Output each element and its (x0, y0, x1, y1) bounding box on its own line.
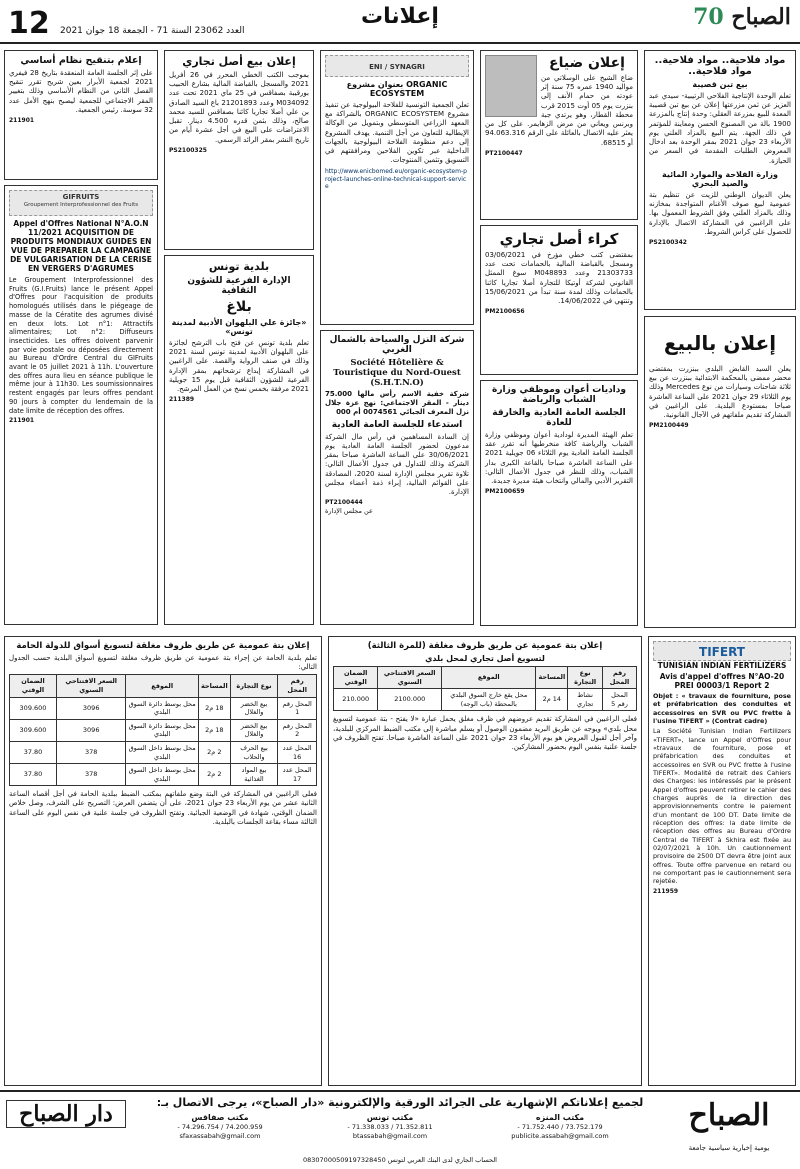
table-cell: 2100.000 (378, 689, 442, 711)
table-cell: نشاط تجاري (568, 689, 603, 711)
table-cell: 309.600 (10, 719, 57, 741)
tender-ad-shop (328, 636, 642, 1086)
table-cell: 378 (57, 764, 126, 786)
table-header-cell: نوع التجارة (568, 667, 603, 689)
table-header-cell: السعر الافتتاحي السنوي (378, 667, 442, 689)
ad-subtitle-farm: بيع تبن قصيبة (692, 80, 748, 89)
table-cell: 3096 (57, 697, 126, 719)
table-cell: 37.80 (10, 741, 57, 763)
table-cell: المحل رقم 2 (278, 719, 317, 741)
gifruits-logo-name: GIFRUITS (62, 193, 100, 201)
table-cell: 37.80 (10, 764, 57, 786)
table-cell: بيع المواد الغذائية (230, 764, 278, 786)
tender-sub-hamma: تعلم بلدية الحامة عن إجراء بتة عمومية عن طريق ظروف مغلقة لتسويغ أسواق البلدية حسب الجدول التالي: (9, 654, 317, 672)
col-left-mid (164, 50, 314, 630)
ad-title-lease: كراء أصل تجاري (499, 230, 619, 248)
table-cell: 18 م2 (198, 719, 230, 741)
footer-logo-dar: دار الصباح (6, 1100, 126, 1128)
ad-prize-title: «جائزة علي البلهوان الأدبية لمدينة تونس» (171, 318, 307, 336)
table-header-cell: السعر الافتتاحي السنوي (57, 675, 126, 697)
ad-subtitle-amicale: الجلسة العامة العادية والخارقة للعادة (492, 408, 626, 428)
col-mid-right (480, 50, 638, 630)
tifert-ad (648, 636, 796, 1086)
ad-ref: PM2100449 (649, 422, 689, 430)
ad-ref: 211901 (9, 417, 35, 425)
table-cell: بيع الخضر والغلال (230, 719, 278, 741)
footer-tagline: يومية إخبارية سياسية جامعة (688, 1144, 770, 1152)
office-contact: 71.352.811 / 71.338.033 - btassabah@gmail.com (347, 1123, 433, 1141)
office-menzah (480, 1112, 640, 1141)
ad-body-sale: يعلن السيد القابض البلدي ببنزرت بمقتضى محضر ممضى بالمحكمة الابتدائية ببنزرت عن بيع ثلاثة شاحنات وسيارات من نوع Mercedes وذلك يوم الثلاثاء 29 جوان 2021 على الساعة العاشرة صباحا بمستودع البلدية. على الراغبين في المشاركة تقديم ملفاتهم في الآجال القانونية. (649, 365, 792, 420)
ad-title-sale-business: إعلان بيع أصل تجاري (182, 55, 296, 68)
table-cell: 2 م2 (198, 764, 230, 786)
ad-ref: PS2100325 (169, 146, 207, 154)
table-row (10, 719, 317, 741)
table-cell: 309.600 (10, 697, 57, 719)
tender-table-shop (333, 666, 637, 711)
table-cell: 18 م2 (198, 697, 230, 719)
gifruits-logo-sub: Groupement Interprofessionnel des Fruits (23, 202, 139, 209)
table-cell: محل بوسط داخل السوق البلدي (126, 741, 199, 763)
ad-body-amicale: تعلم الهيئة المديرة لودادية أعوان وموظفي وزارة الشباب والرياضة كافة منخرطيها أنه تقرر عقد الجلسة العامة العادية يوم الثلاثاء 06 جويلية 2021 على الساعة العاشرة صباحا بالقاعة الكبرى بدار الشباب، وذلك للنظر في جدول الأعمال التالي: التقرير الأدبي والمالي وانتخاب هيئة مديرة جديدة. (485, 431, 634, 486)
ad-body-hotel: إن السادة المساهمين في رأس مال الشركة مدعوون لحضور الجلسة العامة العادية يوم 30/06/2021 على الساعة العاشرة صباحا بمقر الشركة وذلك للتداول في جدول الأعمال التالي: تلاوة تقرير مجلس الإدارة لسنة 2020، المصادقة على القوائم المالية، إبراء ذمة أعضاء مجلس الإدارة. (325, 432, 470, 497)
ad-body-prize: تعلم بلدية تونس عن فتح باب الترشح لجائزة علي البلهوان الأدبية لمدينة تونس لسنة 2021 وذلك في صنف الرواية والقصة. على الراغبين في المشاركة إيداع ترشحاتهم بمقر الإدارة الفرعية للشؤون الثقافية قبل يوم 15 جويلية 2021 مرفقة بخمس نسخ من العمل المرشح. (169, 339, 309, 394)
tender-body-hamma: فعلى الراغبين في المشاركة في البتة وضع ملفاتهم بمكتب الضبط ببلدية الحامة في أجل أقصاه الساعة الثانية عشر من يوم الأربعاء 23 جوان 2021، على أن يتضمن العرض: التصريح على الشرف، وصل خلاص الضمان الوقتي، شهادة في الوضعية الجبائية. وتفتح الظروف في جلسة علنية في نفس اليوم على الساعة الثالثة مساء بقاعة الجلسات بالبلدية. (9, 790, 317, 826)
ad-title-statute: إعلام بتنقيح نظام أساسي (20, 55, 142, 66)
table-cell: بيع الحرف والحلاب (230, 741, 278, 763)
ad-subtitle-culture: الإدارة الفرعية للشؤون الثقافية (187, 276, 291, 296)
table-cell: المحل رقم 1 (278, 697, 317, 719)
office-contact: 73.752.179 / 71.752.440 - publicite.assabah@gmail.com (511, 1123, 609, 1141)
table-header-cell: المساحة (198, 675, 230, 697)
ad-ref: 211959 (653, 887, 679, 895)
ad-notice-label: بلاغ (226, 299, 252, 315)
newspaper-logo (688, 4, 796, 38)
ad-title-hotel: شركة النزل والسياحة بالشمال الغربي (329, 335, 465, 355)
table-header-cell: رقم المحل (278, 675, 317, 697)
table-header-cell: الضمان الوقتي (10, 675, 57, 697)
logo-text: الصباح (731, 4, 791, 30)
table-cell: 14 م2 (536, 689, 568, 711)
ad-ref: 211389 (169, 396, 195, 404)
table-row (334, 689, 637, 711)
hotel-info: شركة خفية الاسم رأس مالها 75.000 دينار - المقر الاجتماعي: نهج عزة جلال نزل المعرف الجبائي 0074561 أم 000 (325, 390, 469, 417)
hotel-name-fr: Société Hôtelière & Touristique du Nord-Ouest (S.H.T.N.O) (333, 358, 461, 388)
tifert-company: TUNISIAN INDIAN FERTILIZERS (657, 661, 787, 670)
tender-table-hamma (9, 674, 317, 786)
ad-title-amicale: وداديات أعوان وموظفي وزارة الشباب والرياضة (492, 385, 626, 405)
table-header-cell: الموقع (442, 667, 536, 689)
ad-ref: PM2100659 (485, 488, 525, 496)
tifert-logo: TIFERT (653, 641, 791, 661)
ad-ref: PS2100342 (649, 239, 687, 247)
footer-logo: الصباح (688, 1098, 770, 1133)
table-cell: 2 م2 (198, 741, 230, 763)
table-cell: محل يقع خارج السوق البلدي بالمحطة (باب الوجه) (442, 689, 536, 711)
tender-body-shop: فعلى الراغبين في المشاركة تقديم عروضهم في ظرف مغلق يحمل عبارة «لا يفتح - بتة عمومية لتسويغ محل بلدي» ويوجه عن طريق البريد مضمون الوصول أو يسلم مباشرة إلى مكتب الضبط المركزي للبلدية، وآخر أجل لقبول العروض هو يوم الأربعاء 23 جوان 2021 على الساعة العاشرة صباحا. تفتح الظروف في جلسة علنية بنفس اليوم بحضور المشاركين. (333, 715, 637, 752)
table-header-cell: المساحة (536, 667, 568, 689)
tifert-body: La Société Tunisian Indian Fertilizers «TIFERT», lance un Appel d'Offres pour «travaux de fourniture, pose et préfabrication des conduites et accessoires en SVR ou PVC frette à l'usine TIFERT». Modalité de retrait des Cahiers des Charges: les intéressés par le présent Appel d'offres peuvent retirer le cahier des charges auprès de la direction des approvisionnements contre le paiement d'un montant de 100 DT. Date limite de réception des offres: la date limite de réception des offres au Bureau d'Ordre Central de TIFERT à Skhira est fixée au 02/07/2021 à 10h. Un cautionnement provisoire de 2500 DT devra être joint aux offres. Toute offre parvenue en retard ou ne comportant pas le cautionnement sera rejetée. (653, 727, 791, 886)
page-footer (0, 1090, 800, 1169)
ad-title-organic: بعنوان مشروع ORGANIC ECOSYSTEM (346, 80, 448, 98)
gifruits-logo (9, 190, 153, 216)
page-number: 12 (8, 6, 50, 41)
office-contact: 74.200.959 / 74.296.754 - sfaxassabah@gmail.com (177, 1123, 263, 1141)
page-header (0, 0, 800, 44)
table-header-cell: الموقع (126, 675, 199, 697)
issue-line: العدد 23062 السنة 71 - الجمعة 18 جوان 2021 (60, 26, 245, 36)
table-cell: بيع الخضر والغلال (230, 697, 278, 719)
ad-body-farm: تعلم الوحدة الإنتاجية الفلاحي الرتيبية- سيدي عبد العزيز عن ثمن مزرعتها إعلان عن بيع تبن قصيبة المعدة للبيع بمزرعة العقلي: وحدة إنتاج بالمزرعة 1900 بالة من المصنوع الحسن ومعاينة للمؤتمر في ذلك الجهة. يتم البيع بالمزاد العلني يوم الأربعاء 23 جوان 2021 بمقر الوحدة بعد ادخال المعروض الطلبات المقدمة في السعر من الحيازة. (649, 92, 791, 165)
table-cell: 378 (57, 741, 126, 763)
table-header-cell: رقم المحل (603, 667, 637, 689)
ad-ref: PT2100444 (325, 499, 363, 507)
office-title: مكتب تونس (366, 1113, 414, 1122)
project-logos: ENI / SYNAGRI (325, 55, 469, 77)
ad-subtitle-hotel: استدعاء للجلسة العامة العادية (331, 419, 463, 430)
tender-sub-shop: لتسويغ أصل تجاري لمحل بلدي (425, 654, 545, 663)
office-title: مكتب صفاقس (191, 1113, 249, 1122)
table-cell: محل بوسط دائرة السوق البلدي (126, 719, 199, 741)
col-mid-left (320, 50, 474, 630)
col-left (4, 50, 158, 630)
footer-account: الحساب الجاري لدى البنك العربي لتونس 08307000509197328450 (303, 1156, 497, 1164)
table-row (10, 741, 317, 763)
footer-headline: لجميع إعلاناتكم الإشهارية على الجرائد الورقية والإلكترونية «دار الصباح»، يرجى الاتصال بـ: (156, 1096, 644, 1109)
ad-ref: 211901 (9, 117, 35, 125)
tender-title-hamma: إعلان بتة عمومية عن طريق ظروف مغلقة لتسويغ أسواق للدولة الحامة (16, 641, 310, 651)
table-header-cell: الضمان الوقتي (334, 667, 378, 689)
ad-body-ministry: يعلن الديوان الوطني للزيت عن تنظيم بتة عمومية لبيع صوف الأغنام المتواجدة بمخازنه وذلك بالمزاد العلني وفق الشروط المعمول بها. على الراغبين في المشاركة الاتصال بالإدارة للحصول على كراس الشروط. (649, 190, 791, 236)
tender-title-shop: إعلان بتة عمومية عن طريق ظروف مغلقة (للمرة الثالثة) (367, 641, 603, 651)
table-cell: محل بوسط دائرة السوق البلدي (126, 697, 199, 719)
ad-ref: PT2100447 (485, 149, 523, 157)
table-row (10, 697, 317, 719)
table-cell: 3096 (57, 719, 126, 741)
logo-years: 70 (693, 4, 724, 30)
tifert-object: Objet : « travaux de fourniture, pose et préfabrication des conduites et accessoires en SVR ou PVC frette à l'usine TIFERT » (Contrat cadre) (653, 692, 791, 725)
tender-ad-hamma (4, 636, 322, 1086)
table-header-cell: نوع التجارة (230, 675, 278, 697)
section-title: إعلانات (361, 4, 439, 29)
table-cell: المحل عدد 16 (278, 741, 317, 763)
ad-title-missing: إعلان ضياع (549, 55, 625, 71)
tender-title-fr: Appel d'Offres National N°A.O.N 11/2021 ACQUISITION DE PRODUITS MONDIAUX GUIDES EN VUE DE PREPARER LA CAMPAGNE DE VULGARISATION DE LA CERISE EN VERGERS D'AGRUMES (10, 219, 152, 273)
ad-title-sale: إعلان بالبيع (663, 331, 777, 355)
hotel-signature: عن مجلس الإدارة (325, 507, 373, 516)
office-tunis (310, 1112, 470, 1141)
ad-body-organic: تعلن الجمعية التونسية للفلاحة البيولوجية عن تنفيذ مشروع ORGANIC ECOSYSTEM بالشراكة مع المعهد الزراعي المتوسطي وبتمويل من الوكالة الإيطالية للتعاون من أجل التنمية. يهدف المشروع إلى دعم منظومة الفلاحة البيولوجية بالجهات الداخلية عبر تكوين الفلاحين ومرافقتهم في التسويق وتثمين المنتوجات. (325, 101, 469, 165)
ad-body-statute: على إثر الجلسة العامة المنعقدة بتاريخ 28 فيفري 2021 لجمعية الأبرار بعين شريح تقرر تنقيح الفصل الثاني من النظام الأساسي وذلك بتغيير المقر الاجتماعي للجمعية ليصبح بنهج الأمل عدد 32 سوسة. رئيس الجمعية. (9, 69, 153, 114)
ad-title-municipality: بلدية تونس (208, 260, 270, 273)
office-sfax (140, 1112, 300, 1141)
tifert-title: Avis d'appel d'offres N°AO-20 PREI 00003/1 Report 2 (659, 672, 785, 690)
ad-ref: PM2100656 (485, 308, 525, 316)
tender-body-fr: Le Groupement Interprofessionnel des Fruits (G.I.Fruits) lance le présent Appel d'Offres pour l'acquisition de produits homologués utilisés dans le piégeage de masse de la Cératite des agrumes divisé en deux lots. Lot n°1: Attractifs alimentaires; Lot n°2: Diffuseurs insecticides. Les offres doivent parvenir par voie postale ou déposées directement au Bureau d'Ordre Central du GIFruits avant le 05 juillet 2021 à 11h. L'ouverture des offres aura lieu en séance publique le même jour à 11h30. Les soumissionnaires restent engagés par leurs offres pendant 90 jours à compter du lendemain de la date limite de réception des offres. (9, 276, 153, 415)
table-cell: 210.000 (334, 689, 378, 711)
ad-title-ministry: وزارة الفلاحة والموارد المائية والصيد البحري (662, 169, 778, 188)
missing-person-photo (485, 55, 537, 117)
ad-body-missing: ضاع الشيخ على الوسلاتي من مواليد 1940 عمره 75 سنة إثر عودته من حمام الأنف إلى بنزرت يوم 05 أوت 2015 قرب محطة القطار، وهو يرتدي جبة وبرنس ويعاني من مرض الزهايمر. على كل من يعثر عليه الاتصال بالعائلة على الرقم 94.063.316 أو 68515. (485, 74, 633, 147)
table-row (10, 764, 317, 786)
ad-title-farm: مواد فلاحية.. مواد فلاحية.. مواد فلاحية.. (654, 55, 786, 77)
table-cell: المحل عدد 17 (278, 764, 317, 786)
ad-body-sale-business: بموجب الكتب الخطي المحرر في 26 أفريل 2021 والمسجل بالقباضة المالية بشارع الحبيب بورقيبة بصفاقس في 25 ماي 2021 تحت عدد M034092 وعدد 21201893 باع السيد الصادق بن علي أصلا تجاريا كائنا بصفاقس للسيد محمد صالح، وذلك بثمن قدره 4.500 دينار. تقبل الاعتراضات على البيع في أجل عشرة أيام من تاريخ النشر بمقر الرائد الرسمي. (169, 71, 310, 144)
ad-body-lease: بمقتضى كتب خطي مؤرخ في 03/06/2021 ومسجل بالقباضة المالية بالحمامات تحت عدد 21303733 وعدد M048893 سوغ الممثل القانوني لشركة أوتيكا للتجارة أصلا تجاريا كائنا بالحمامات وذلك لمدة سنة تبدأ من 15/06/2021 وتنتهي في 14/06/2022. (485, 251, 633, 306)
table-cell: محل بوسط داخل السوق البلدي (126, 764, 199, 786)
office-title: مكتب المنزه (535, 1113, 585, 1122)
table-cell: المحل رقم 5 (603, 689, 637, 711)
col-right (644, 50, 796, 630)
project-link[interactable]: http://www.enicbomed.eu/organic-ecosystem-project-launches-online-technical-support-service (325, 167, 467, 191)
